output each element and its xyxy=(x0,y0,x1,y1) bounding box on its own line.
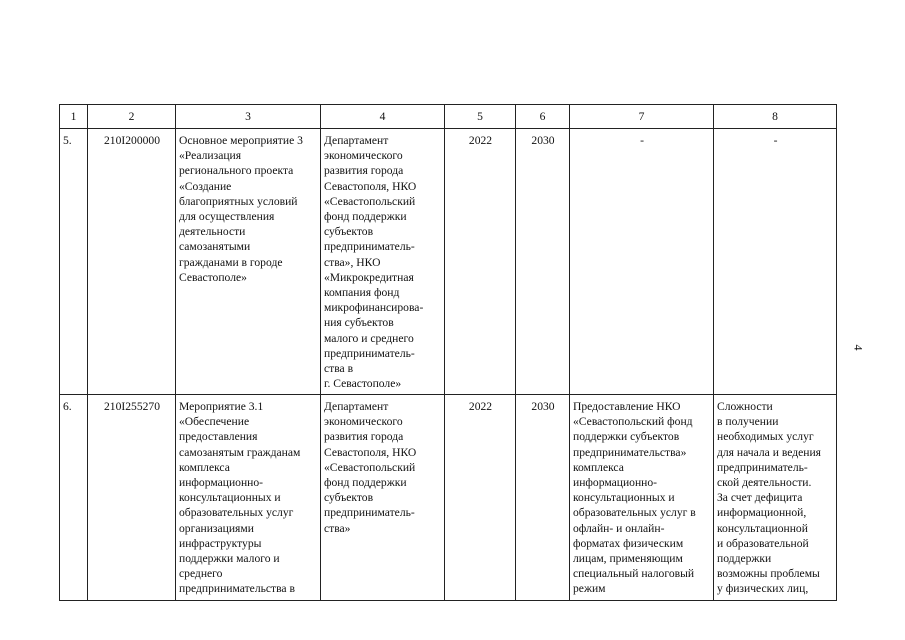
row-number: 6. xyxy=(60,395,88,601)
document-table xyxy=(59,104,837,601)
executor: Департамент экономического развития города Севастополя, НКО «Севастопольский фонд поддержки субъектов предприниматель- ства» xyxy=(321,395,445,601)
column-header: 6 xyxy=(516,105,570,129)
table-row xyxy=(60,395,837,601)
expected-result: Предоставление НКО «Севастопольский фонд поддержки субъектов предпринимательства» комплекса информационно- консультационных и образовательных услуг в офлайн- и онлайн- форматах физическим лицам, применяющим специальный налоговый режим xyxy=(570,395,714,601)
budget-code: 210I200000 xyxy=(88,129,176,395)
consequences: - xyxy=(714,129,837,395)
page-number: 4 xyxy=(851,344,866,351)
table-row xyxy=(60,129,837,395)
budget-code: 210I255270 xyxy=(88,395,176,601)
start-year: 2022 xyxy=(445,129,516,395)
expected-result: - xyxy=(570,129,714,395)
column-header: 4 xyxy=(321,105,445,129)
row-number: 5. xyxy=(60,129,88,395)
column-header: 7 xyxy=(570,105,714,129)
start-year: 2022 xyxy=(445,395,516,601)
header-row xyxy=(60,105,837,129)
column-header: 1 xyxy=(60,105,88,129)
end-year: 2030 xyxy=(516,129,570,395)
column-header: 2 xyxy=(88,105,176,129)
column-header: 3 xyxy=(176,105,321,129)
activity-name: Основное мероприятие 3 «Реализация регионального проекта «Создание благоприятных условий для осуществления деятельности самозанятыми гражданами в городе Севастополе» xyxy=(176,129,321,395)
consequences: Сложности в получении необходимых услуг для начала и ведения предприниматель- ской деятельности. За счет дефицита информационной, консультационной и образовательной поддержки возможны проблемы у физических лиц, xyxy=(714,395,837,601)
column-header: 8 xyxy=(714,105,837,129)
end-year: 2030 xyxy=(516,395,570,601)
activity-name: Мероприятие 3.1 «Обеспечение предоставления самозанятым гражданам комплекса информационно- консультационных и образовательных услуг организациями инфраструктуры поддержки малого и среднего предпринимательства в xyxy=(176,395,321,601)
column-header: 5 xyxy=(445,105,516,129)
executor: Департамент экономического развития города Севастополя, НКО «Севастопольский фонд поддержки субъектов предприниматель- ства», НКО «Микрокредитная компания фонд микрофинансирова- ния субъектов малого и среднего предприниматель- ства в г. Севастополе» xyxy=(321,129,445,395)
